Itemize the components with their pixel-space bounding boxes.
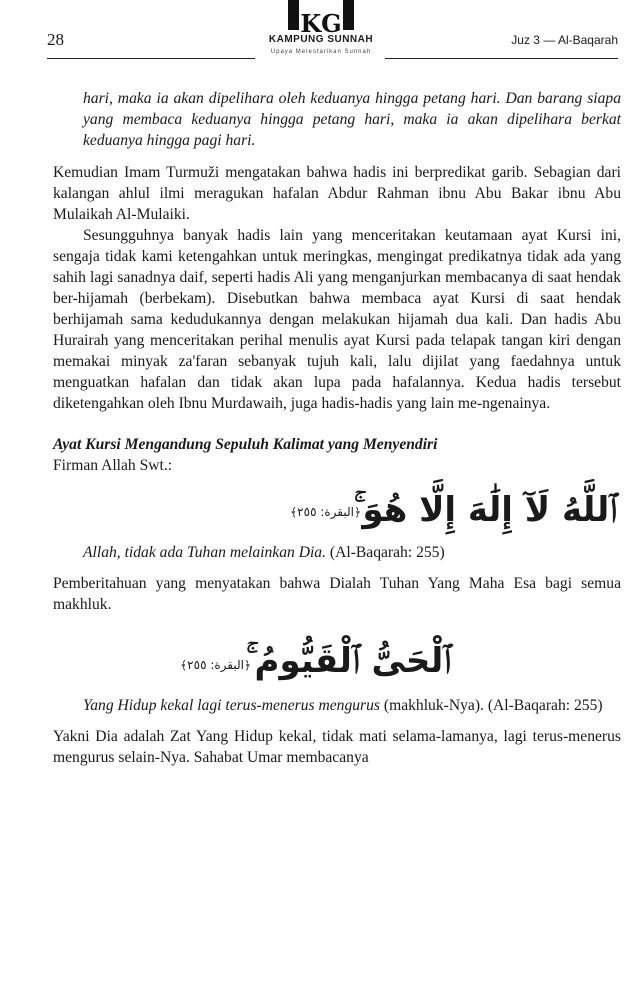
section-heading: Ayat Kursi Mengandung Sepuluh Kalimat yang Menyendiri <box>53 436 438 453</box>
ayah-reference: ﴿البقرة: ٢٥٥﴾ <box>290 505 361 519</box>
hadith-quote: hari, maka ia akan dipelihara oleh keduanya hingga petang hari. Dan barang siapa yang membaca keduanya hingga petang hari, maka ia akan dipelihara berkat keduanya hingga pagi hari. <box>83 90 621 149</box>
publisher-logo <box>256 0 386 64</box>
ayah-translation-ref: (Al-Baqarah: 255) <box>329 544 445 561</box>
ayah-block <box>53 623 621 695</box>
page-body <box>53 88 621 768</box>
svg-text:KG: KG <box>300 9 342 38</box>
ayah-translation-text: Yang Hidup kekal lagi terus-menerus mengurus <box>83 697 380 714</box>
ayah-arabic: ٱللَّهُ لَآ إِلَٰهَ إِلَّا هُوَ ۚ <box>353 490 617 530</box>
running-title: Juz 3 — Al-Baqarah <box>511 33 618 47</box>
ayah-translation-text: Allah, tidak ada Tuhan melainkan Dia. <box>83 544 326 561</box>
logo-name: KAMPUNG SUNNAH <box>268 34 374 45</box>
header-rule-right <box>385 58 618 59</box>
paragraph: Yakni Dia adalah Zat Yang Hidup kekal, tidak mati selama-lamanya, lagi terus-menerus mengurus selain-Nya. Sahabat Umar membacanya <box>53 728 621 766</box>
logo-tagline: Upaya Melestarikan Sunnah <box>270 49 372 55</box>
ayah-block <box>53 480 621 542</box>
page-header <box>0 0 638 70</box>
page-number: 28 <box>47 30 64 49</box>
paragraph: Sesungguhnya banyak hadis lain yang menceritakan keutamaan ayat Kursi ini, sengaja tidak kami ketengahkan untuk meringkas, mengingat predikatnya tidak ada yang sahih lagi sanadnya daif, seperti hadis Ali yang menganjurkan membacanya di saat hendak ber-hijamah (berbekam). Disebutkan bahwa membaca ayat Kursi di saat hendak berhijamah sama kedudukannya dengan melakukan hijamah dua kali. Dan hadis Abu Hurairah yang menceritakan perihal menulis ayat Kursi pada telapak tangan kiri dengan memakai minyak za'faran sebanyak tujuh kali, lalu dijilat yang faedahnya untuk menguatkan hafalan dan tidak akan lupa pada hafalannya. Kedua hadis tersebut diketengahkan oleh Ibnu Murdawaih, juga hadis-hadis yang lain me-ngenainya. <box>53 227 621 412</box>
ayah-translation <box>53 695 621 716</box>
firman-intro: Firman Allah Swt.: <box>53 457 173 474</box>
ayah-reference: ﴿البقرة: ٢٥٥﴾ <box>180 658 251 672</box>
ayah-arabic: ٱلْحَىُّ ٱلْقَيُّومُ ۚ <box>246 641 451 681</box>
header-rule-left <box>47 58 255 59</box>
ayah-translation-rest: (makhluk-Nya). (Al-Baqarah: 255) <box>383 697 603 714</box>
ayah-translation <box>53 542 621 563</box>
paragraph: Pemberitahuan yang menyatakan bahwa Dialah Tuhan Yang Maha Esa bagi semua makhluk. <box>53 575 621 613</box>
paragraph: Kemudian Imam Turmuži mengatakan bahwa hadis ini berpredikat garib. Sebagian dari kalangan ahlul ilmi meragukan hafalan Abdur Rahman ibnu Abu Bakar ibnu Abu Mulaikah Al-Mulaiki. <box>53 164 621 223</box>
